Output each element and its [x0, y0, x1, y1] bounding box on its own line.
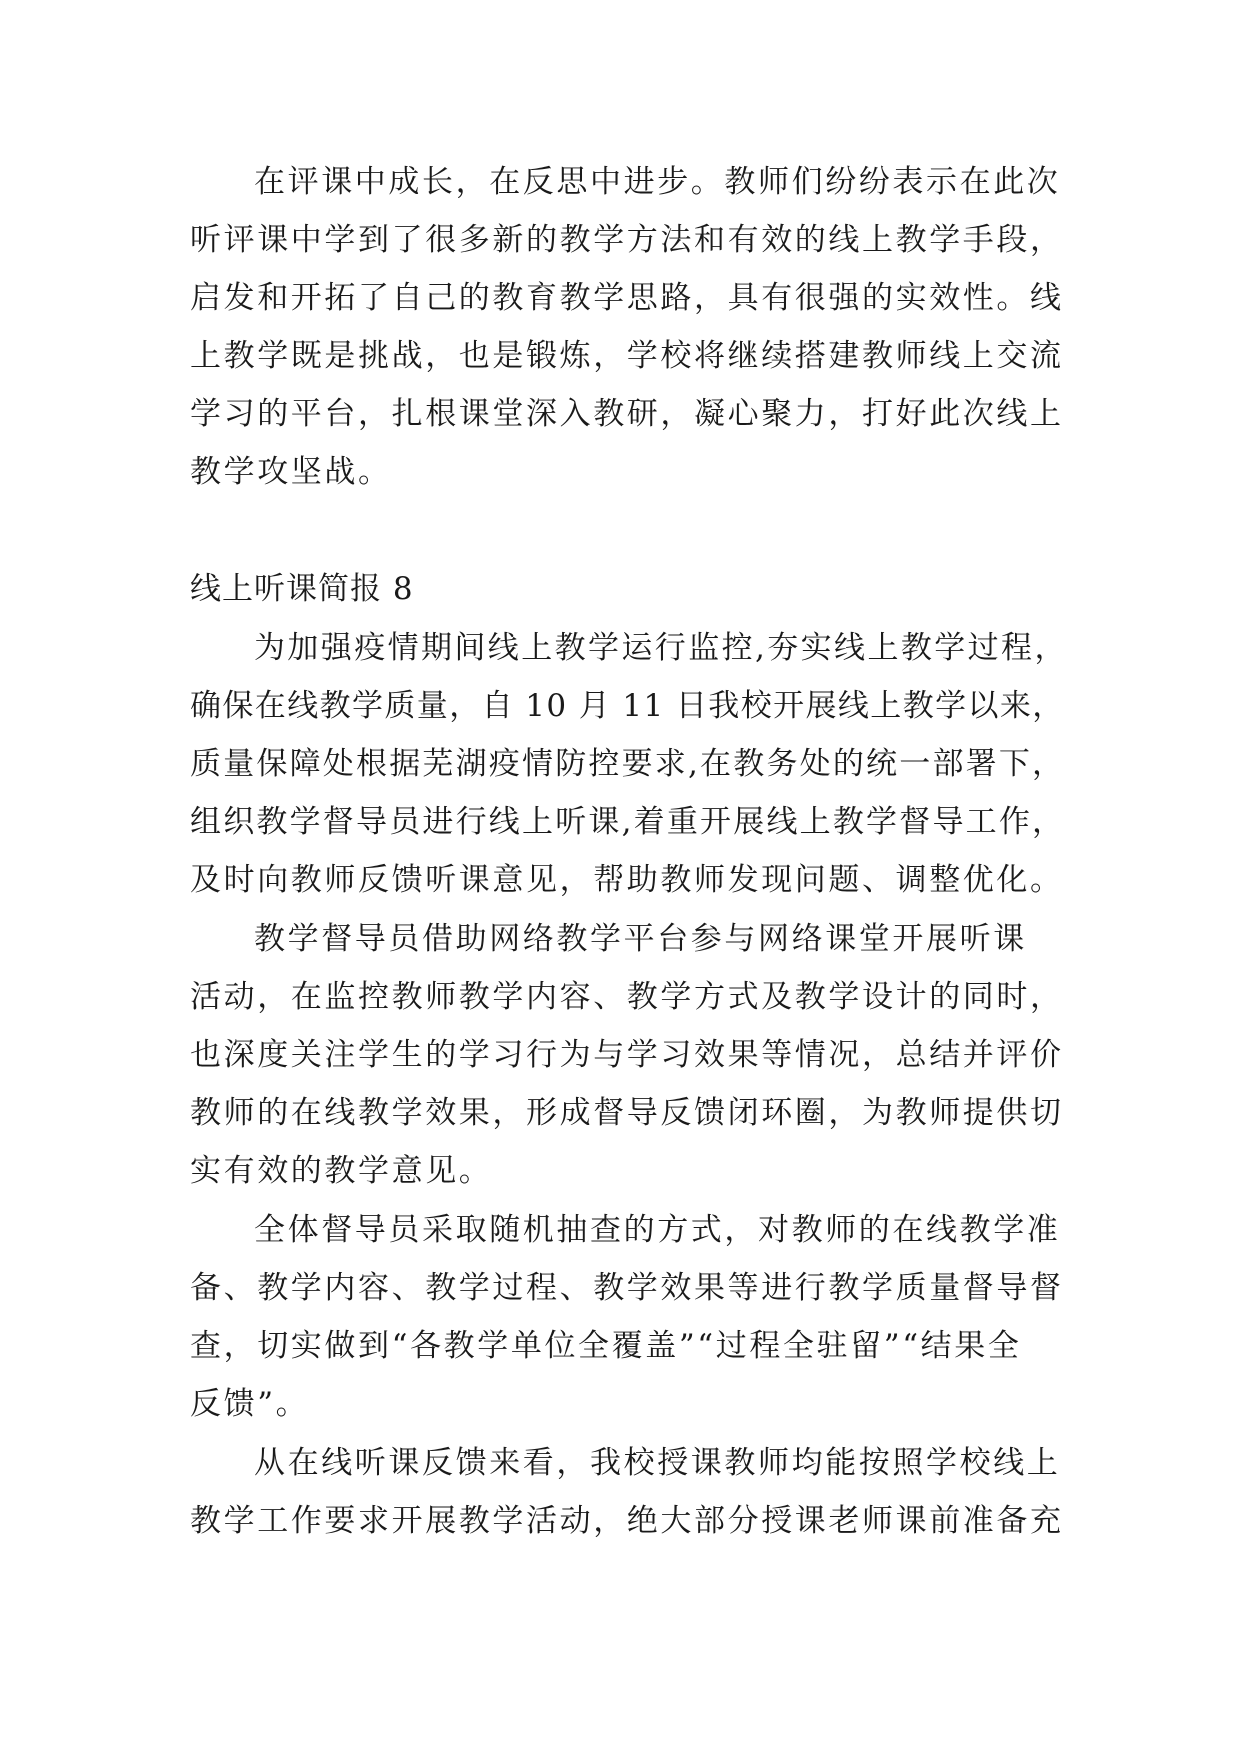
- text-line: 听评课中学到了很多新的教学方法和有效的线上教学手段，: [190, 222, 1064, 258]
- text-line: 教师的在线教学效果，形成督导反馈闭环圈，为教师提供切: [190, 1095, 1064, 1131]
- text-line: 启发和开拓了自己的教育教学思路，具有很强的实效性。线: [190, 280, 1064, 316]
- text-line: 上教学既是挑战，也是锻炼，学校将继续搭建教师线上交流: [190, 338, 1064, 374]
- text-line: 教学工作要求开展教学活动，绝大部分授课老师课前准备充: [190, 1503, 1064, 1539]
- text-line: 也深度关注学生的学习行为与学习效果等情况，总结并评价: [190, 1037, 1064, 1073]
- text-line: 教学督导员借助网络教学平台参与网络课堂开展听课: [254, 921, 1027, 957]
- text-line: 从在线听课反馈来看，我校授课教师均能按照学校线上: [254, 1445, 1061, 1481]
- text-line: 学习的平台，扎根课堂深入教研，凝心聚力，打好此次线上: [190, 396, 1064, 432]
- text-line: 全体督导员采取随机抽查的方式，对教师的在线教学准: [254, 1212, 1061, 1248]
- text-line: 教学攻坚战。: [190, 454, 392, 490]
- text-line: 备、教学内容、教学过程、教学效果等进行教学质量督导督: [190, 1270, 1064, 1306]
- text-line: 反馈”。: [190, 1386, 310, 1422]
- text-line: 为加强疫情期间线上教学运行监控,夯实线上教学过程，: [254, 630, 1068, 666]
- section-title: 线上听课简报 8: [190, 571, 414, 607]
- text-line: 在评课中成长，在反思中进步。教师们纷纷表示在此次: [254, 164, 1061, 200]
- text-line: 质量保障处根据芜湖疫情防控要求,在教务处的统一部署下，: [190, 746, 1066, 782]
- text-line: 及时向教师反馈听课意见，帮助教师发现问题、调整优化。: [190, 862, 1064, 898]
- text-line: 活动，在监控教师教学内容、教学方式及教学设计的同时，: [190, 979, 1064, 1015]
- text-line: 组织教学督导员进行线上听课,着重开展线上教学督导工作，: [190, 804, 1066, 840]
- text-line: 查，切实做到“各教学单位全覆盖”“过程全驻留”“结果全: [190, 1328, 1022, 1364]
- text-line: 确保在线教学质量，自 10 月 11 日我校开展线上教学以来，: [190, 688, 1065, 724]
- text-line: 实有效的教学意见。: [190, 1153, 493, 1189]
